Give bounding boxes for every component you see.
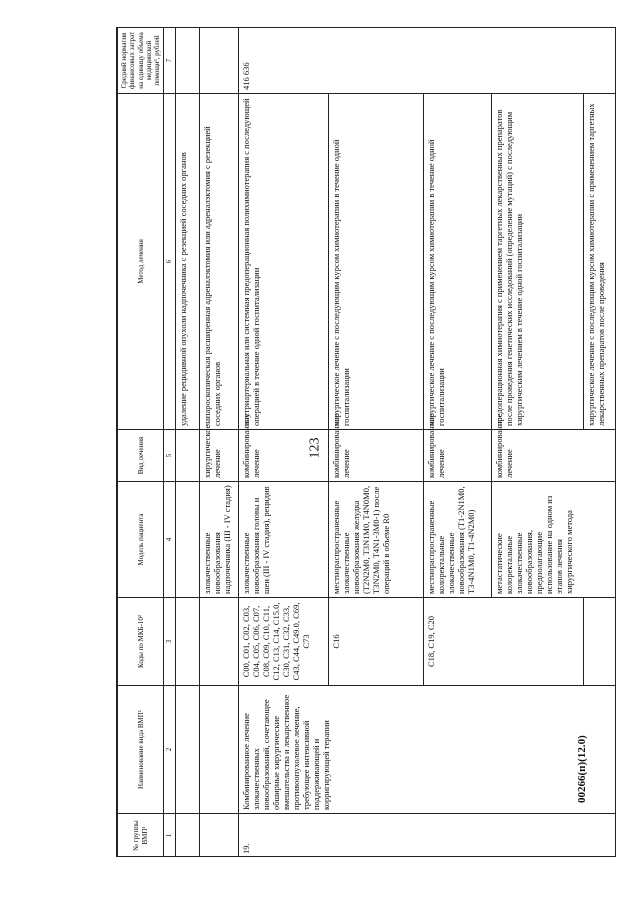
treatment-type-cell: комбинированное лечение xyxy=(491,430,616,482)
method-cell: лапароскопическая расширенная адреналэктомия или адреналэктомия с резекцией соседних органов xyxy=(199,94,238,430)
treatment-type-cell: комбинированное лечение xyxy=(328,430,423,482)
col-number: 2 xyxy=(164,686,175,814)
treatment-type-cell: комбинированное лечение xyxy=(423,430,491,482)
table-row xyxy=(175,28,199,858)
table-row xyxy=(238,28,328,858)
col-number: 4 xyxy=(164,482,175,598)
method-cell: хирургическое лечение с последующим курсом химиотерапии в течение одной госпитализации xyxy=(423,94,491,430)
patient-cell: злокачественные новообразования надпочечника (III - IV стадия) xyxy=(199,482,238,598)
treatment-type-cell: хирургическое лечение xyxy=(199,430,238,482)
vmp-table xyxy=(117,27,616,857)
header-icd-codes: Коды по МКБ-10² xyxy=(118,598,164,686)
table-row xyxy=(199,28,238,858)
treatment-type-cell: комбинированное лечение xyxy=(238,430,328,482)
method-cell: хирургическое лечение с последующим курсом химиотерапии в течение одной госпитализации xyxy=(328,94,423,430)
document-table-frame xyxy=(116,27,616,857)
method-cell: удаление рецидивной опухоли надпочечника с резекцией соседних органов xyxy=(175,94,199,430)
patient-cell: местнораспространенные злокачественные новообразования желудка (T2N2M0, T3N1M0, T4N0M0, T3N2M0, T4N1-3M0-1) после операций в объеме R0 xyxy=(328,482,423,598)
cost-cell: 416 636 xyxy=(238,28,616,94)
method-cell: внутриартериальная или системная предоперационная полихимиотерапия с последующей операцией в течение одной госпитализации xyxy=(238,94,328,430)
col-number: 7 xyxy=(164,28,175,94)
column-number-row xyxy=(164,28,175,858)
method-cell: предоперационная химиотерапия с применением таргетных лекарственных препаратов после проведения генетических исследований (определение мутаций) с последующим хирургическим лечением в течение одной госпитализации xyxy=(491,94,583,430)
header-cost: Средний норматив финансовых затрат на единицу объема медицинской помощи³, рублей xyxy=(118,28,164,94)
group-number-cell: 19. xyxy=(238,814,616,858)
patient-cell: местнораспространенные колоректальные злокачественные новообразования (T1-2N1M0, T3-4N1M0, T1-4N2M0) xyxy=(423,482,491,598)
header-treatment-type: Вид лечения xyxy=(118,430,164,482)
header-vmp-name: Наименование вида ВМП¹ xyxy=(118,686,164,814)
icd-codes-cell: C00, C01, C02, C03, C04, C05, C06, C07, C08, C09, C10, C11, C12, C13, C14, C15.0, C30, C31, C32, C33, C43, C44, C49.0, C69, C73 xyxy=(238,598,328,686)
rotated-table-container xyxy=(117,28,616,857)
col-number: 6 xyxy=(164,94,175,430)
method-cell: хирургическое лечение с последующим курсом химиотерапии с применением таргетных лекарственных препаратов после проведения xyxy=(583,94,616,430)
header-row xyxy=(118,28,164,858)
vmp-name-cell: Комбинированное лечение злокачественных новообразований, сочетающее обширные хирургические вмешательства и лекарственное противоопухолевое лечение, требующее интенсивной поддерживающей и корригирующей терапии xyxy=(238,686,616,814)
header-patient-model: Модель пациента xyxy=(118,482,164,598)
col-number: 1 xyxy=(164,814,175,858)
icd-codes-cell: C18, C19, C20 xyxy=(423,598,583,686)
patient-cell: метастатические колоректальные злокачественные новообразования, предполагающие использование на одном из этапов лечения хирургического метода xyxy=(491,482,616,598)
header-treatment-method: Метод лечения xyxy=(118,94,164,430)
col-number: 5 xyxy=(164,430,175,482)
document-code: 00266(п)(12.0) xyxy=(576,735,588,803)
patient-cell: злокачественные новообразования головы и шеи (III - IV стадия), рецидив xyxy=(238,482,328,598)
header-group-number: № группы ВМП¹ xyxy=(118,814,164,858)
page-number: 123 xyxy=(307,437,323,459)
icd-codes-cell: C16 xyxy=(328,598,423,686)
col-number: 3 xyxy=(164,598,175,686)
